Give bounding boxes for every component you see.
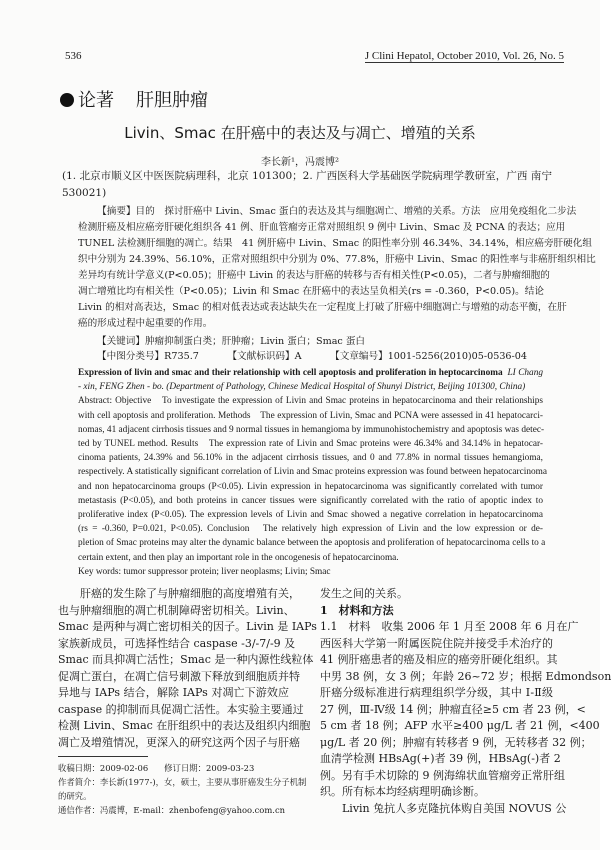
body-line: 例。另有手术切除的 9 例海绵状血管瘤旁正常肝组	[320, 768, 565, 782]
article-id: 【文章编号】1001-5256(2010)05-0536-04	[330, 351, 527, 362]
abstract-line: nomas, 41 adjacent cirrhosis tissues and 9 normal tissues in hemangioma by immunohistochemistry and apoptosis was detec-	[78, 424, 545, 435]
english-title-line	[78, 366, 543, 380]
abstract-line: 差异均有统计学意义(P<0.05)；肝癌中 Livin 的表达与肝癌的转移与否有相关性(P<0.05)，二者与肿瘤细胞的	[78, 270, 550, 281]
classification-number: 【中图分类号】R735.7	[97, 351, 199, 362]
abstract-line: (rs = -0.360, P=0.021, P<0.05). Conclusion The relatively high expression of Livin and the low expression or de-	[78, 524, 543, 535]
abstract-line: 凋亡增殖比均有相关性（P<0.05)；Livin 和 Smac 在肝癌中的表达呈负相关(rs = -0.360，P<0.05)。结论	[78, 286, 544, 297]
english-abstract-body	[78, 394, 548, 564]
abstract-line: with cell apoptosis and proliferation. Methods The expression of Livin, Smac and PCNA were assessed in 41 hepatocarci-	[78, 410, 543, 421]
affiliation-line: (1. 北京市顺义区中医医院病理科，北京 101300；2. 广西医科大学基础医学院病理学教研室，广西 南宁	[62, 170, 552, 182]
page-number: 536	[65, 50, 82, 62]
body-line: 西医科大学第一附属医院住院并接受手术治疗的	[320, 636, 553, 650]
abstract-line: pletion of Smac proteins may alter the dynamic balance between the apoptosis and proliferation of hepatocarcinoma cells to a	[78, 538, 546, 549]
abstract-english	[78, 366, 548, 579]
body-line: 促凋亡蛋白，在凋亡信号刺激下释放到细胞质并特	[58, 669, 300, 683]
body-line: 1.1 材料 收集 2006 年 1 月至 2008 年 6 月在广	[320, 620, 579, 633]
affiliation	[62, 168, 552, 202]
classification-row	[97, 350, 527, 364]
abstract-line: proliferative index (P<0.05). The expression levels of Livin and Smac showed a negative correlation in hepatocarcinoma	[78, 510, 543, 521]
abstract-line: TUNEL 法检测肝细胞的凋亡。结果 41 例肝癌中 Livin、Smac 的阳性率分别 46.34%、34.14%，相应癌旁肝硬化组	[78, 238, 592, 249]
journal-header: J Clini Hepatol, October 2010, Vol. 26, No. 5	[364, 50, 564, 62]
abstract-line: Livin 的相对高表达，Smac 的相对低表达或表达缺失在一定程度上打破了肝癌中细胞凋亡与增殖的动态平衡，在肝	[78, 302, 567, 313]
footnote	[58, 761, 307, 817]
abstract-line: cinoma patients, 24.39% and 56.10% in the adjacent cirrhosis tissues, and 0 and 77.8% in normal tissues hemangioma,	[78, 453, 543, 464]
body-line: 家族新成员，可选择性结合 caspase -3/-7/-9 及	[58, 636, 296, 650]
body-line: 异地与 IAPs 结合，解除 IAPs 对凋亡下游效应	[58, 686, 289, 699]
body-line: 检测 Livin、Smac 在肝组织中的表达及组织内细胞	[58, 719, 311, 732]
abstract-line: respectively. A statistically significant correlation of Livin and Smac proteins expression was found between hepatocarcinoma	[78, 467, 548, 478]
dates-line	[58, 761, 289, 775]
body-line: μg/L 者 20 例；肿瘤有转移者 9 例，无转移者 32 例；	[320, 735, 592, 749]
english-title: Expression of livin and smac and their relationship with cell apoptosis and proliferation in heptocarcinoma	[78, 368, 503, 378]
abstract-line: certain extent, and then play an important role in the oncogenesis of hepatocarcinoma.	[78, 552, 399, 563]
section-subcategory: 肝胆肿瘤	[136, 90, 208, 111]
english-affiliation: - xin, FENG Zhen - bo. (Department of Pathology, Chinese Medical Hospital of Shunyi District, Beijing 101300, China)	[78, 382, 526, 393]
abstract-chinese	[78, 204, 596, 332]
body-line: 5 cm 者 18 例；AFP 水平≥400 μg/L 者 21 例，<400	[320, 719, 600, 732]
body-line: 肝癌分级标准进行病理组织学分级，其中 Ⅰ-Ⅱ级	[320, 686, 553, 699]
body-line: 肝癌的发生除了与肿瘤细胞的高度增殖有关，	[80, 587, 300, 600]
author-bio: 作者简介：李长新(1977-)，女，硕士，主要从事肝癌发生分子机制	[58, 777, 307, 787]
body-line: 发生之间的关系。	[320, 587, 408, 600]
abstract-line: Abstract: Objective To investigate the expression of Livin and Smac proteins in hepatocarcinoma and their relationships	[78, 396, 543, 407]
revised-date: 修订日期：2009-03-23	[164, 763, 255, 773]
body-line: 中男 38 例，女 3 例；年龄 26~72 岁；根据 Edmondson	[320, 669, 611, 683]
abstract-line: and non hepatocarcinoma groups (P<0.05). Livin expression in hepatocarcinoma was significantly correlated with tumor	[78, 481, 543, 492]
section-category: 论著	[78, 90, 114, 111]
body-line: 1 材料和方法	[320, 603, 394, 617]
body-column-left	[58, 586, 317, 751]
abstract-line: 癌的形成过程中起重要的作用。	[78, 318, 213, 329]
body-line: Smac 是两种与凋亡密切相关的因子。Livin 是 IAPs	[58, 620, 317, 633]
section-heading	[60, 86, 208, 112]
keywords-chinese: 【关键词】肿瘤抑制蛋白类；肝肿瘤；Livin 蛋白；Smac 蛋白	[97, 336, 366, 347]
body-line: Smac 而具抑凋亡活性；Smac 是一种内源性线粒体	[58, 653, 314, 666]
received-date: 收稿日期：2009-02-06	[58, 763, 149, 773]
abstract-line: 【摘要】目的 探讨肝癌中 Livin、Smac 蛋白的表达及其与细胞凋亡、增殖的关系。方法 应用免疫组化二步法	[97, 206, 577, 217]
abstract-line: ted by TUNEL method. Results The expression rate of Livin and Smac proteins were 46.34% and 34.14% in hepatocar-	[78, 439, 543, 450]
body-line: caspase 的抑制而具促凋亡活性。本实验主要通过	[58, 702, 304, 716]
article-title: Livin、Smac 在肝癌中的表达及与凋亡、增殖的关系	[124, 124, 476, 142]
footnote-divider	[58, 756, 148, 757]
english-keywords: Key words: tumor suppressor protein; liver neoplasms; Livin; Smac	[78, 566, 331, 577]
abstract-line: metastasis (P<0.05), and both proteins in cancer tissues were significantly correlated with the ratio of apoptic index to	[78, 495, 543, 506]
english-authors: LI Chang	[507, 368, 544, 378]
correspondence: 通信作者：冯震博，E-mail：zhenbofeng@yahoo.com.cn	[58, 805, 286, 815]
body-line: 织。所有标本均经病理明确诊断。	[320, 785, 485, 798]
body-line: Livin 兔抗人多克隆抗体购自美国 NOVUS 公	[342, 801, 567, 815]
bullet-icon	[60, 93, 74, 107]
document-code: 【文献标识码】A	[227, 351, 302, 362]
abstract-line: 织中分别为 24.39%、56.10%，正常对照组织中分别为 0%、77.8%，肝癌中 Livin、Smac 的阳性率与非癌肝组织相比	[78, 254, 596, 265]
body-line: 血清学检测 HBsAg(+)者 39 例，HBsAg(-)者 2	[320, 752, 561, 765]
abstract-line: 检测肝癌及相应癌旁肝硬化组织各 41 例、肝血管瘤旁正常对照组织 9 例中 Livin、Smac 及 PCNA 的表达；应用	[78, 222, 566, 233]
body-column-right	[320, 586, 611, 817]
body-line: 也与肿瘤细胞的凋亡机制障碍密切相关。Livin、	[58, 603, 295, 617]
body-line: 27 例，Ⅲ-Ⅳ级 14 例；肿瘤直径≥5 cm 者 23 例，<	[320, 702, 586, 716]
body-line: 41 例肝癌患者的癌及相应的癌旁肝硬化组织。其	[320, 653, 558, 666]
body-line: 凋亡及增殖情况，更深入的研究这两个因子与肝癌	[58, 735, 300, 749]
article-authors: 李长新¹，冯震博²	[260, 157, 340, 168]
author-bio: 的研究。	[58, 791, 92, 801]
affiliation-line: 530021)	[62, 187, 107, 199]
